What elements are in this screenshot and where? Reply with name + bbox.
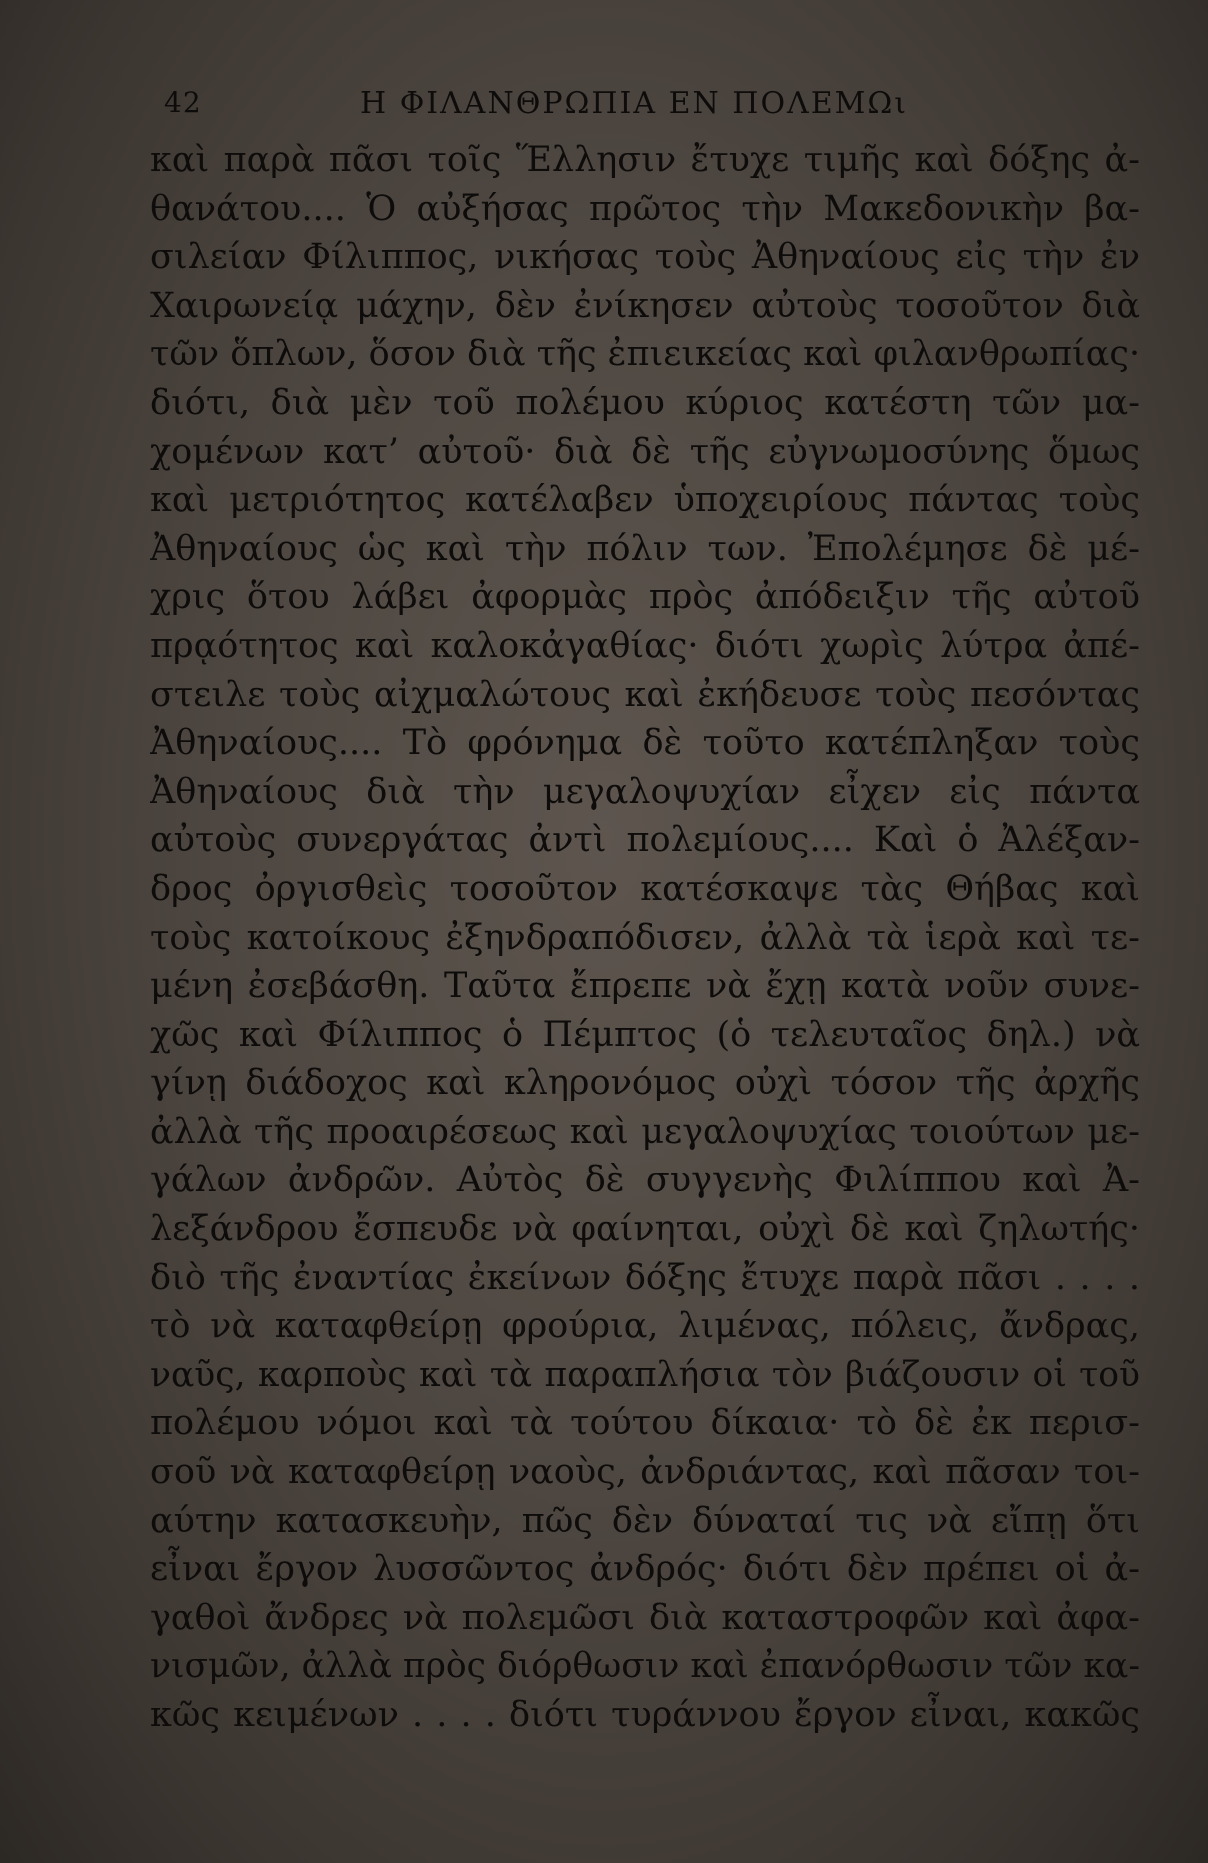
text-line: αὐτοὺς συνεργάτας ἀντὶ πολεμίους.... Καὶ ὁ Ἀλέξαν- — [150, 820, 1140, 861]
text-line: θανάτου.... Ὁ αὐξήσας πρῶτος τὴν Μακεδονικὴν βα- — [150, 188, 1140, 229]
text-line: διὸ τῆς ἐναντίας ἐκείνων δόξης ἔτυχε παρὰ πᾶσι . . . . — [150, 1257, 1140, 1298]
text-line: γίνῃ διάδοχος καὶ κληρονόμος οὐχὶ τόσον τῆς ἀρχῆς — [150, 1063, 1140, 1104]
text-line: χρις ὅτου λάβει ἀφορμὰς πρὸς ἀπόδειξιν τῆς αὐτοῦ — [150, 577, 1140, 618]
text-line: Ἀθηναίους.... Τὸ φρόνημα δὲ τοῦτο κατέπληξαν τοὺς — [150, 723, 1140, 764]
text-line: σοῦ νὰ καταφθείρῃ ναοὺς, ἀνδριάντας, καὶ πᾶσαν τοι- — [150, 1452, 1140, 1493]
running-head: Η ΦΙΛΑΝΘΡΩΠΙΑ ΕΝ ΠΟΛΕΜΩι — [360, 86, 908, 121]
text-line: αύτην κατασκευὴν, πῶς δὲν δύναταί τις νὰ εἴπῃ ὅτι — [150, 1500, 1140, 1541]
text-line: τῶν ὅπλων, ὅσον διὰ τῆς ἐπιεικείας καὶ φιλανθρωπίας· — [150, 334, 1140, 375]
text-line: τὸ νὰ καταφθείρῃ φρούρια, λιμένας, πόλεις, ἄνδρας, — [150, 1306, 1140, 1347]
text-line: λεξάνδρου ἔσπευδε νὰ φαίνηται, οὐχὶ δὲ καὶ ζηλωτής· — [150, 1209, 1140, 1250]
page-header — [150, 82, 1140, 136]
text-line: τοὺς κατοίκους ἐξηνδραπόδισεν, ἀλλὰ τὰ ἱερὰ καὶ τε- — [150, 917, 1140, 958]
text-line: ἀλλὰ τῆς προαιρέσεως καὶ μεγαλοψυχίας τοιούτων με- — [150, 1111, 1140, 1152]
text-line: χομένων κατ’ αὐτοῦ· διὰ δὲ τῆς εὐγνωμοσύνης ὅμως — [150, 431, 1140, 472]
body-text — [150, 136, 1140, 1740]
text-line: Ἀθηναίους ὡς καὶ τὴν πόλιν των. Ἐπολέμησε δὲ μέ- — [150, 528, 1140, 569]
text-line: δρος ὀργισθεὶς τοσοῦτον κατέσκαψε τὰς Θήβας καὶ — [150, 868, 1140, 909]
text-line: μένη ἐσεβάσθη. Ταῦτα ἔπρεπε νὰ ἔχῃ κατὰ νοῦν συνε- — [150, 966, 1140, 1007]
text-line: διότι, διὰ μὲν τοῦ πολέμου κύριος κατέστη τῶν μα- — [150, 382, 1140, 423]
text-line: χῶς καὶ Φίλιππος ὁ Πέμπτος (ὁ τελευταῖος δηλ.) νὰ — [150, 1014, 1140, 1055]
text-line: σιλείαν Φίλιππος, νικήσας τοὺς Ἀθηναίους εἰς τὴν ἐν — [150, 237, 1140, 278]
text-line: Χαιρωνείᾳ μάχην, δὲν ἐνίκησεν αὐτοὺς τοσοῦτον διὰ — [150, 285, 1140, 326]
text-line: ναῦς, καρποὺς καὶ τὰ παραπλήσια τὸν βιάζουσιν οἱ τοῦ — [150, 1354, 1140, 1395]
text-line: στειλε τοὺς αἰχμαλώτους καὶ ἐκήδευσε τοὺς πεσόντας — [150, 674, 1140, 715]
text-line: πολέμου νόμοι καὶ τὰ τούτου δίκαια· τὸ δὲ ἐκ περισ- — [150, 1403, 1140, 1444]
book-page — [150, 82, 1140, 1740]
text-line: γάλων ἀνδρῶν. Αὐτὸς δὲ συγγενὴς Φιλίππου καὶ Ἀ- — [150, 1160, 1140, 1201]
page-number: 42 — [164, 86, 202, 119]
text-line: καὶ παρὰ πᾶσι τοῖς Ἕλλησιν ἔτυχε τιμῆς καὶ δόξης ἀ- — [150, 140, 1140, 180]
text-line: εἶναι ἔργον λυσσῶντος ἀνδρός· διότι δὲν πρέπει οἱ ἀ- — [150, 1549, 1140, 1590]
text-line: Ἀθηναίους διὰ τὴν μεγαλοψυχίαν εἶχεν εἰς πάντα — [150, 771, 1140, 812]
text-line: νισμῶν, ἀλλὰ πρὸς διόρθωσιν καὶ ἐπανόρθωσιν τῶν κα- — [150, 1646, 1140, 1687]
text-line: γαθοὶ ἄνδρες νὰ πολεμῶσι διὰ καταστροφῶν καὶ ἀφα- — [150, 1597, 1140, 1638]
text-line: πρᾳότητος καὶ καλοκἀγαθίας· διότι χωρὶς λύτρα ἀπέ- — [150, 625, 1140, 666]
text-line: καὶ μετριότητος κατέλαβεν ὑποχειρίους πάντας τοὺς — [150, 480, 1140, 521]
text-line: κῶς κειμένων . . . . διότι τυράννου ἔργον εἶναι, κακῶς — [150, 1695, 1140, 1735]
